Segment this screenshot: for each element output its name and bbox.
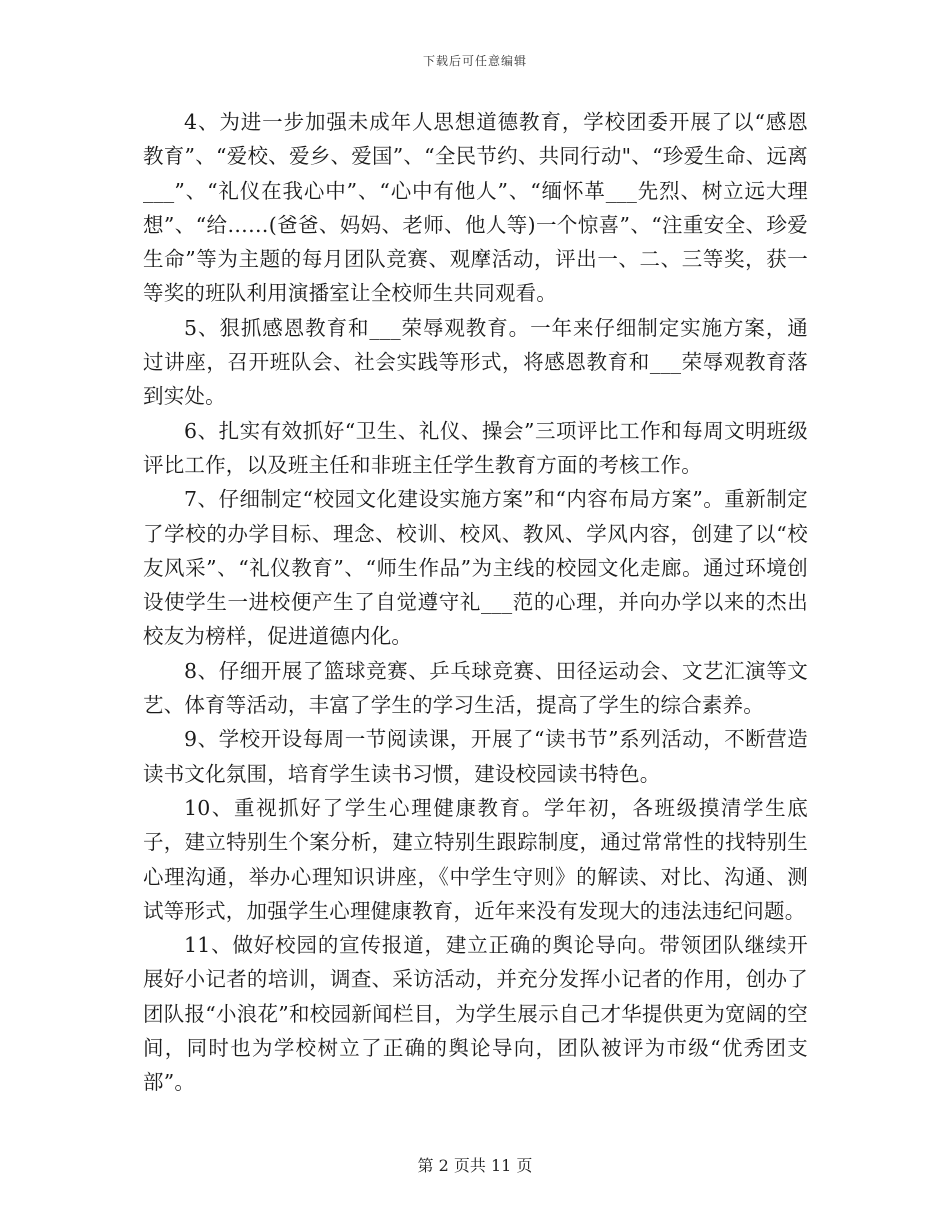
paragraph-9: 9、学校开设每周一节阅读课，开展了“读书节”系列活动，不断营造读书文化氛围，培育学生读书习惯，建设校园读书特色。 [143,727,808,786]
page-header: 下载后可任意编辑 [422,54,527,68]
paragraph-5: 5、狠抓感恩教育和___荣辱观教育。一年来仔细制定实施方案，通过讲座，召开班队会、社会实践等形式，将感恩教育和___荣辱观教育落到实处。 [143,315,808,409]
document-body [143,105,808,1100]
paragraph-10: 10、重视抓好了学生心理健康教育。学年初，各班级摸清学生底子，建立特别生个案分析，建立特别生跟踪制度，通过常常性的找特别生心理沟通，举办心理知识讲座，《中学生守则》的解读、对比、沟通、测试等形式，加强学生心理健康教育，近年来没有发现大的违法违纪问题。 [143,795,808,923]
paragraph-11: 11、做好校园的宣传报道，建立正确的舆论导向。带领团队继续开展好小记者的培训，调查、采访活动，并充分发挥小记者的作用，创办了团队报“小浪花”和校园新闻栏目，为学生展示自己才华提供更为宽阔的空间，同时也为学校树立了正确的舆论导向，团队被评为市级“优秀团支部”。 [143,933,808,1095]
paragraph-8: 8、仔细开展了篮球竞赛、乒乓球竞赛、田径运动会、文艺汇演等文艺、体育等活动，丰富了学生的学习生活，提高了学生的综合素养。 [143,658,808,718]
paragraph-7: 7、仔细制定“校园文化建设实施方案”和“内容布局方案”。重新制定了学校的办学目标、理念、校训、校风、教风、学风内容，创建了以“校友风采”、“礼仪教育”、“师生作品”为主线的校园文化走廊。通过环境创设使学生一进校便产生了自觉遵守礼___范的心理，并向办学以来的杰出校友为榜样，促进道德内化。 [143,487,808,649]
page-number-footer: 第 2 页共 11 页 [417,1156,533,1175]
paragraph-6: 6、扎实有效抓好“卫生、礼仪、操会”三项评比工作和每周文明班级评比工作，以及班主任和非班主任学生教育方面的考核工作。 [143,418,808,477]
paragraph-4: 4、为进一步加强未成年人思想道德教育，学校团委开展了以“感恩教育”、“爱校、爱乡、爱国”、“全民节约、共同行动"、“珍爱生命、远离___”、“礼仪在我心中”、“心中有他人”、“缅怀革___先烈、树立远大理想”、“给……(爸爸、妈妈、老师、他人等)一个惊喜”、“注重安全、珍爱生命”等为主题的每月团队竞赛、观摩活动，评出一、二、三等奖，获一等奖的班队利用演播室让全校师生共同观看。 [143,110,808,306]
